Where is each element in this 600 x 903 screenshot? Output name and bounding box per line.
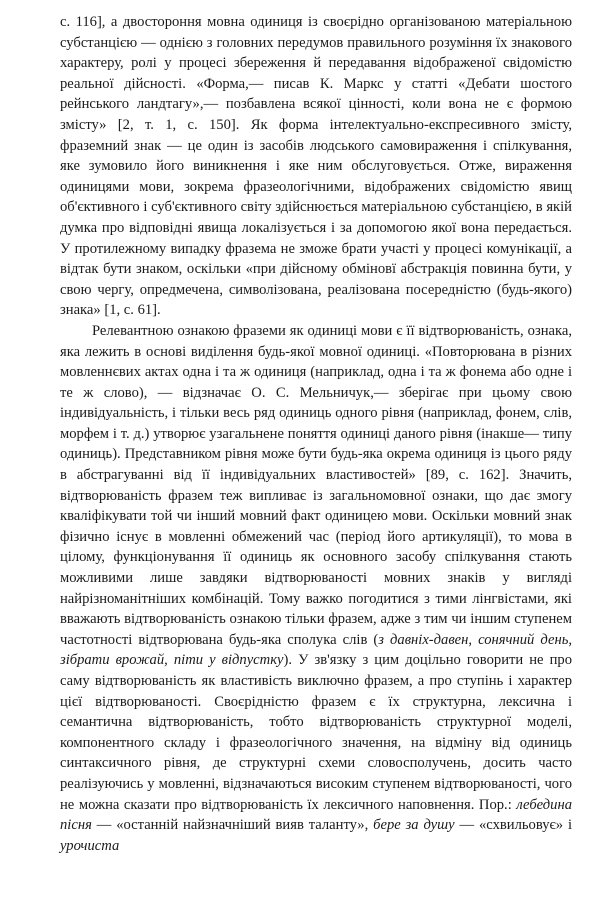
example-phrase: зібрати врожай — [60, 652, 165, 669]
book-page — [60, 12, 572, 897]
paragraph-2-text-a: Релевантною ознакою фраземи як одиниці мови є її відтворюваність, ознака, яка лежить в основі виділення будь-якої мовної одиниці. «Повторювана в різних мовленнєвих актах одна і та ж одиниця (наприклад, одна і та ж фонема або одне і те ж слово), — відзначає О. С. Мельничук,— зберігає при цьому свою індивідуальність, і тільки весь ряд одиниць одного рівня (наприклад, фонем, слів, морфем і т. д.) утворює узагальнене поняття одиниці даного рівня (інакше— типу одиниць). Представником рівня може бути будь-яка окрема одиниця із цього ряду в абстрагуванні від її індивідуальних властивостей» [89, с. 162]. Значить, відтворюваність фразем теж випливає із загальномовної ознаки, що дає змогу кваліфікувати той чи інший мовний факт одиницею мови. Оскільки мовний знак фізично існує в мовленні обмежений час (період його артикуляції), то мова в цілому, функціонування її одиниць як основного засобу спілкування стають можливими лише завдяки відтворюваності мовних знаків у вигляді найрізноманітніших комбінацій. Тому важко погодитися з тими лінгвістами, які вважають відтворюваність ознакою тільки фразем, адже з тим чи іншим ступенем частотності відтворювана будь-яка сполука слів ( — [60, 322, 572, 648]
separator: , — [468, 631, 479, 648]
example-phraseme: лебедина пісня — [60, 796, 572, 834]
example-phrase: з давніх-давен — [378, 631, 469, 648]
paragraph-1-text: с. 116], а двостороння мовна одиниця із своєрідно організованою матеріальною субстанцією — однією з головних передумов правильного розуміння їх знакового характеру, ролі у процесі збереження й передавання відображеної свідомістю реальної дійсності. «Форма,— писав К. Маркс у статті «Дебати шостого рейнського ландтагу»,— позбавлена всякої цінності, коли вона не є формою змісту» [2, т. 1, с. 150]. Як форма інтелектуально-експресивного змісту, фраземний знак — це один із засобів людського самовираження і спілкування, яке зумовило його виникнення і яке ним обслуговується. Отже, вираження одиницями мови, зокрема фразеологічними, відображених свідомістю явищ об'єктивного і суб'єктивного світу здійснюється матеріальною субстанцією, в якій думка про відповідні явища локалізується і за допомогою якої вона передається. У протилежному випадку фразема не зможе брати участі у процесі комунікації, а відтак бути знаком, оскільки «при дійсному обміновї абстракція повинна бути, у свою чергу, опредмечена, символізована, реалізована посередністю (будь-якого) знака» [1, с. 61]. — [60, 14, 572, 319]
paragraph-2-text-b: ). У зв'язку з цим доцільно говорити не про саму відтворюваність як властивість виключно фразем, а про ступінь і характер цієї відтворюваності. Своєрідністю фразем є їх структурна, лексична і семантична відтворюваність, тобто відтворюваність структурної моделі, компонентного складу і фразеологічного значення, на відміну від одиниць синтаксичного рівня, де структурні схеми словосполучень, досить часто реалізуючись у мовленні, відзначаються високим ступенем відтворюваності, чого не можна сказати про відтворюваність їх лексичного наповнення. Пор.: — [60, 652, 572, 813]
example-phrase: піти у відпустку — [173, 652, 284, 669]
phraseme-gloss: — «останній найзначніший вияв таланту», — [91, 817, 374, 834]
separator: , — [568, 631, 572, 648]
phraseme-gloss: — «схвильовує» і — [454, 817, 573, 834]
example-phrase: сонячний день — [478, 631, 569, 648]
separator: , — [164, 652, 174, 669]
paragraph-2 — [60, 321, 572, 856]
example-phraseme: бере за душу — [373, 817, 455, 834]
example-phraseme: урочиста — [60, 837, 120, 854]
paragraph-1 — [60, 12, 572, 321]
